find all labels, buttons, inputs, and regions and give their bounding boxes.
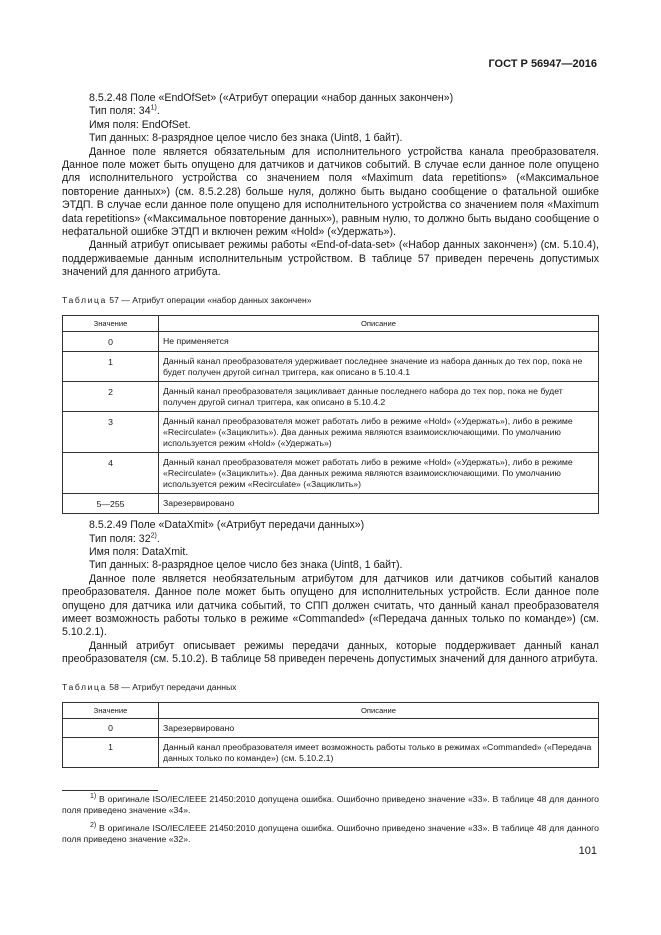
footnote-1: $^{1)}$ В оригинале ISO/IEC/IEEE 21450:2010 допущена ошибка. Ошибочно приведено значение «33». В таблице 48 для данного поля приведено значение «34».	[62, 793, 599, 815]
footnote-ref-2: 2)	[150, 531, 157, 539]
section-49-title: 8.5.2.49 Поле «DataXmit» («Атрибут передачи данных»)	[89, 519, 365, 532]
table-row	[63, 718, 599, 737]
page-body	[62, 92, 599, 768]
table-row	[63, 494, 599, 514]
table-cell-desc: Данный канал преобразователя имеет возможность работы только в режимах «Commanded» («Передача данных только по команде») (см. 5.10.2.1)	[159, 737, 599, 767]
table-cell-desc: Зарезервировано	[159, 718, 599, 737]
table-57	[62, 315, 599, 514]
table-row	[63, 352, 599, 382]
section-48-title: 8.5.2.48 Поле «EndOfSet» («Атрибут операции «набор данных закончен»)	[89, 92, 454, 104]
table-cell-value: 4	[63, 453, 159, 494]
section-49-para-2: Данный атрибут описывает режимы передачи данных, которые поддерживает данный канал преобразователя (см. 5.10.2). В таблице 58 приведен перечень допустимых значений для данного атрибута.	[62, 639, 599, 666]
footnote-divider	[62, 790, 158, 791]
table-58-header-value: Значение	[63, 702, 159, 718]
table-cell-value: 3	[63, 412, 159, 453]
section-48-para-2: Данный атрибут описывает режимы работы «End-of-data-set» («Набор данных закончен») (см. 5.10.4), поддерживаемые данным исполнительным устройством. В таблице 57 приведен перечень допустимых значений для данного атрибута.	[62, 239, 599, 279]
table-cell-desc: Данный канал преобразователя зацикливает данные последнего набора до тех пор, пока не будет получен другой сигнал триггера, как описано в 5.10.4.2	[159, 382, 599, 412]
table-row	[63, 412, 599, 453]
table-cell-value: 0	[63, 718, 159, 737]
footnote-ref-1: 1)	[150, 104, 157, 112]
table-cell-value: 0	[63, 332, 159, 352]
section-49-type: Тип поля: 32$^{2)}$.	[89, 531, 160, 545]
section-49-data-type: Тип данных: 8-разрядное целое число без знака (Uint8, 1 байт).	[89, 559, 403, 572]
table-cell-value: 2	[63, 382, 159, 412]
table-row	[63, 453, 599, 494]
footnotes	[62, 790, 599, 852]
section-49-name: Имя поля: DataXmit.	[89, 545, 189, 558]
table-row	[63, 382, 599, 412]
table-57-header-desc: Описание	[159, 316, 599, 332]
table-row	[63, 332, 599, 352]
table-cell-desc: Зарезервировано	[159, 494, 599, 514]
table-cell-desc: Данный канал преобразователя может работать либо в режиме «Hold» («Удержать»), либо в режиме «Recirculate» («Зациклить»). Два данных режима являются взаимоисключающими. По умолчанию используется режим «Hold» («Удержать»)	[159, 412, 599, 453]
table-58	[62, 702, 599, 768]
section-49-para-1: Данное поле является необязательным атрибутом для датчиков или датчиков событий каналов преобразователя. Данное поле может быть опущено для исполнительных устройств. Если данное поле опущено для датчика или датчика событий, то СПП должен считать, что данный канал преобразователя имеет возможность работы только в режиме «Commanded» («Передача данных только по команде») (см. 5.10.2.1).	[62, 572, 599, 639]
table-58-caption: Таблица 58 — Атрибут передачи данных	[62, 681, 237, 692]
table-cell-value: 1	[63, 737, 159, 767]
table-cell-desc: Данный канал преобразователя может работать либо в режиме «Hold» («Удержать»), либо в режиме «Recirculate» («Зациклить»). Два данных режима являются взаимоисключающими. По умолчанию используется режим «Recirculate» («Зациклить»)	[159, 453, 599, 494]
section-48-type: Тип поля: 34$^{1)}$.	[89, 104, 160, 118]
table-cell-value: 1	[63, 352, 159, 382]
table-57-caption: Таблица 57 — Атрибут операции «набор данных закончен»	[62, 294, 312, 305]
table-cell-desc: Не применяется	[159, 332, 599, 352]
section-48-data-type: Тип данных: 8-разрядное целое число без знака (Uint8, 1 байт).	[89, 132, 403, 145]
page-number: 101	[578, 845, 597, 857]
table-cell-desc: Данный канал преобразователя удерживает последнее значение из набора данных до тех пор, пока не будет получен другой сигнал триггера, как описано в 5.10.4.1	[159, 352, 599, 382]
table-57-header-value: Значение	[63, 316, 159, 332]
standard-header: ГОСТ Р 56947—2016	[488, 58, 597, 70]
table-58-header-desc: Описание	[159, 702, 599, 718]
table-row	[63, 737, 599, 767]
section-48-para-1: Данное поле является обязательным для исполнительного устройства канала преобразователя. Данное поле может быть опущено для датчиков и датчиков событий. В случае если данное поле опущено для исполнительного устройства со значением поля «Maximum data repetitions» («Максимальное повторение данных») (см. 8.5.2.28) больше нуля, должно быть выдано сообщение о фатальной ошибке ЭТДП. В случае если данное поле опущено для исполнительного устройства со значением поля «Maximum data repetitions» («Максимальное повторение данных»), равным нулю, то должно быть выдано сообщение о нефатальной ошибке ЭТДП и включен режим «Hold» («Удержать»).	[62, 145, 599, 239]
section-48-name: Имя поля: EndOfSet.	[89, 118, 191, 131]
table-cell-value: 5—255	[63, 494, 159, 514]
footnote-2: $^{2)}$ В оригинале ISO/IEC/IEEE 21450:2010 допущена ошибка. Ошибочно приведено значение «33». В таблице 48 для данного поля приведено значение «32».	[62, 822, 599, 844]
